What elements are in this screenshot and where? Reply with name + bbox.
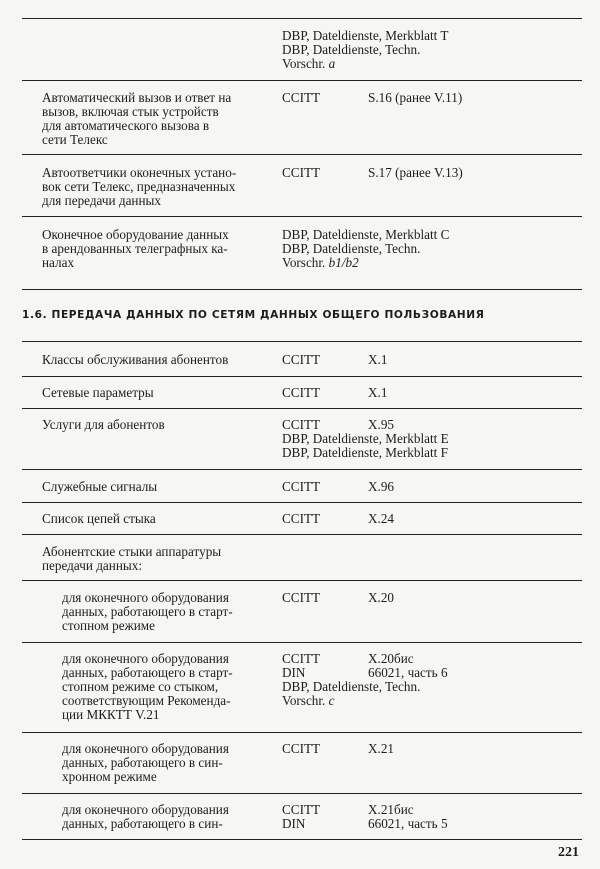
table-rule xyxy=(22,289,582,290)
row-document: X.21бис 66021, часть 5 xyxy=(368,802,448,831)
row-organization: CCITT xyxy=(282,165,321,180)
table-rule xyxy=(22,216,582,217)
row-description: Служебные сигналы xyxy=(42,479,158,494)
table-rule xyxy=(22,642,582,643)
row-description: Автоматический вызов и ответ на вызов, включая стык устройств для автоматического вызова в сети Телекс xyxy=(42,90,232,147)
row-organization: CCITT xyxy=(282,741,321,756)
row-sources: DBP, Dateldienste, Merkblatt C DBP, Dateldienste, Techn. Vorschr. b1/b2 xyxy=(282,227,450,270)
row-document: X.24 xyxy=(368,511,395,526)
table-rule xyxy=(22,839,582,840)
table-rule xyxy=(22,376,582,377)
row-description: для оконечного оборудования данных, работающего в син- хронном режиме xyxy=(62,741,229,784)
row-document: S.16 (ранее V.11) xyxy=(368,90,463,105)
row-description: для оконечного оборудования данных, работающего в старт- стопном режиме со стыком, соответствующим Рекоменда- ции МККТТ V.21 xyxy=(62,651,233,722)
page-number: 221 xyxy=(558,845,579,860)
row-document: X.1 xyxy=(368,385,388,400)
row-organization: CCITT DIN xyxy=(282,802,321,831)
row-document: X.20бис 66021, часть 6 xyxy=(368,651,448,680)
row-description: для оконечного оборудования данных, работающего в син- xyxy=(62,802,229,831)
row-document: X.95 xyxy=(368,417,395,432)
row-document: X.20 xyxy=(368,590,395,605)
row-organization: CCITT xyxy=(282,590,321,605)
row-organization: CCITT xyxy=(282,385,321,400)
row-description: Сетевые параметры xyxy=(42,385,154,400)
row-document: X.21 xyxy=(368,741,395,756)
table-rule xyxy=(22,534,582,535)
row-document: X.96 xyxy=(368,479,395,494)
table-rule xyxy=(22,502,582,503)
row-document: X.1 xyxy=(368,352,388,367)
table-rule xyxy=(22,408,582,409)
table-rule xyxy=(22,732,582,733)
row-description: Список цепей стыка xyxy=(42,511,156,526)
row-organization: CCITT xyxy=(282,511,321,526)
row-extra-sources: DBP, Dateldienste, Merkblatt E DBP, Dateldienste, Merkblatt F xyxy=(282,431,449,460)
table-rule xyxy=(22,469,582,470)
table-rule xyxy=(22,18,582,19)
row-description: для оконечного оборудования данных, работающего в старт- стопном режиме xyxy=(62,590,233,633)
row-organization: CCITT xyxy=(282,417,321,432)
row-organization: CCITT xyxy=(282,479,321,494)
row-organization: CCITT DIN DBP, Dateldienste, Techn. Vorschr. c xyxy=(282,651,421,708)
table-rule xyxy=(22,341,582,342)
row-description: Автоответчики оконечных устано- вок сети Телекс, предназначенных для передачи данных xyxy=(42,165,237,208)
row-description: Классы обслуживания абонентов xyxy=(42,352,229,367)
row-description: Услуги для абонентов xyxy=(42,417,165,432)
row-description: Оконечное оборудование данных в арендованных телеграфных ка- налах xyxy=(42,227,229,270)
row-description: Абонентские стыки аппаратуры передачи данных: xyxy=(42,544,222,573)
table-rule xyxy=(22,793,582,794)
row-organization: CCITT xyxy=(282,352,321,367)
section-heading: 1.6. ПЕРЕДАЧА ДАННЫХ ПО СЕТЯМ ДАННЫХ ОБЩЕГО ПОЛЬЗОВАНИЯ xyxy=(22,309,485,321)
table-rule xyxy=(22,80,582,81)
top-entry-sources: DBP, Dateldienste, Merkblatt T DBP, Dateldienste, Techn. Vorschr. a xyxy=(282,28,449,71)
table-rule xyxy=(22,580,582,581)
table-rule xyxy=(22,154,582,155)
row-document: S.17 (ранее V.13) xyxy=(368,165,463,180)
row-organization: CCITT xyxy=(282,90,321,105)
